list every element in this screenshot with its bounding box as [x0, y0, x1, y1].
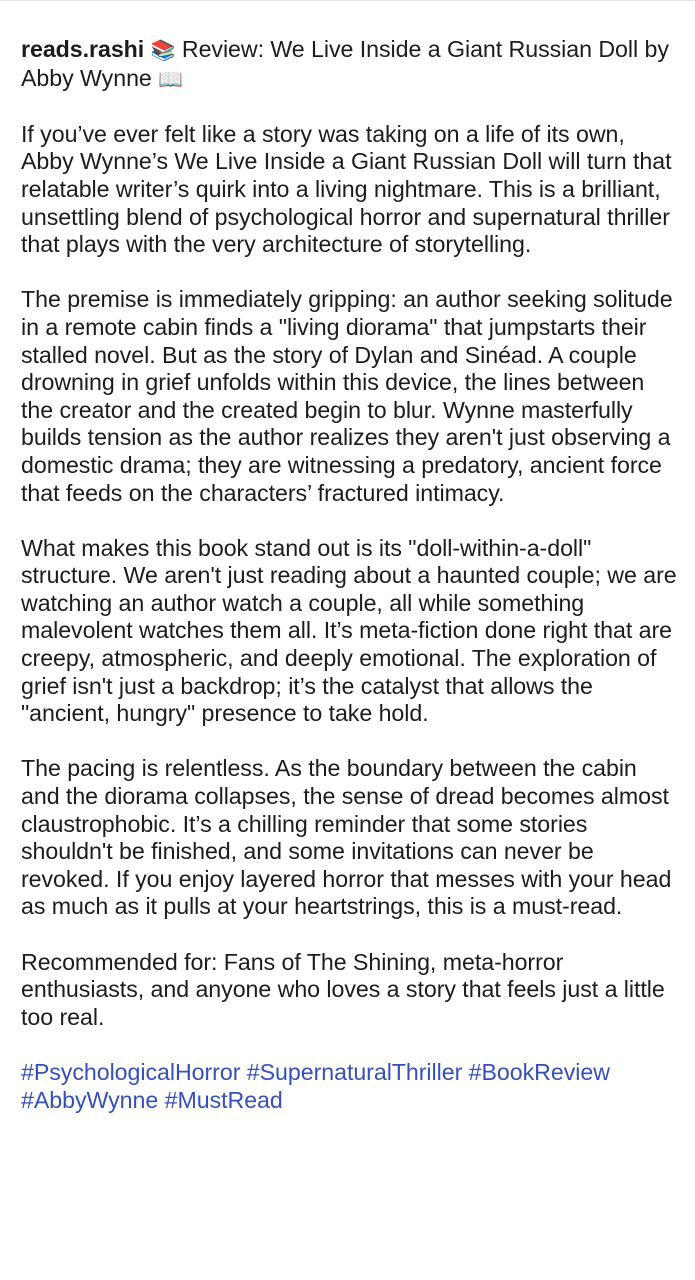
username-link[interactable]: reads.rashi: [21, 36, 145, 62]
hashtag-link[interactable]: #AbbyWynne: [21, 1086, 159, 1113]
review-paragraph-pacing: The pacing is relentless. As the boundary between the cabin and the diorama collapses, the sense of dread becomes almost claustrophobic. It’s a chilling reminder that some stories shouldn't be finished, and some invitations can never be revoked. If you enjoy layered horror that messes with your head as much as it pulls at your heartstrings, this is a must-read.: [21, 755, 672, 920]
review-title: Review: We Live Inside a Giant Russian Doll by Abby Wynne: [21, 36, 669, 91]
post-caption: [21, 36, 681, 1114]
caption-header: [21, 36, 681, 93]
review-paragraph-intro: If you’ve ever felt like a story was taking on a life of its own, Abby Wynne’s We Live Inside a Giant Russian Doll will turn that relatable writer’s quirk into a living nightmare. This is a brilliant, unsettling blend of psychological horror and supernatural thriller that plays with the very architecture of storytelling.: [21, 120, 672, 258]
hashtag-link[interactable]: #BookReview: [468, 1058, 610, 1085]
hashtag-list: [21, 1059, 681, 1114]
hashtag-link[interactable]: #SupernaturalThriller: [246, 1058, 463, 1085]
review-paragraph-premise: The premise is immediately gripping: an author seeking solitude in a remote cabin finds a "living diorama" that jumpstarts their stalled novel. But as the story of Dylan and Sinéad. A couple drowning in grief unfolds within this device, the lines between the creator and the created begin to blur. Wynne masterfully builds tension as the author realizes they aren't just observing a domestic drama; they are witnessing a predatory, ancient force that feeds on the characters’ fractured intimacy.: [21, 286, 673, 506]
books-emoji-icon: 📚: [150, 38, 176, 62]
open-book-emoji-icon: 📖: [158, 66, 184, 91]
hashtag-link[interactable]: #MustRead: [164, 1086, 283, 1113]
hashtag-link[interactable]: #PsychologicalHorror: [21, 1058, 241, 1085]
review-paragraph-structure: What makes this book stand out is its "doll-within-a-doll" structure. We aren't just reading about a haunted couple; we are watching an author watch a couple, all while something malevolent watches them all. It’s meta-fiction done right that are creepy, atmospheric, and deeply emotional. The exploration of grief isn't just a backdrop; it’s the catalyst that allows the "ancient, hungry" presence to take hold.: [21, 534, 677, 727]
review-paragraph-recommendation: Recommended for: Fans of The Shining, meta-horror enthusiasts, and anyone who loves a story that feels just a little too real.: [21, 948, 665, 1030]
top-divider: [0, 0, 695, 1]
